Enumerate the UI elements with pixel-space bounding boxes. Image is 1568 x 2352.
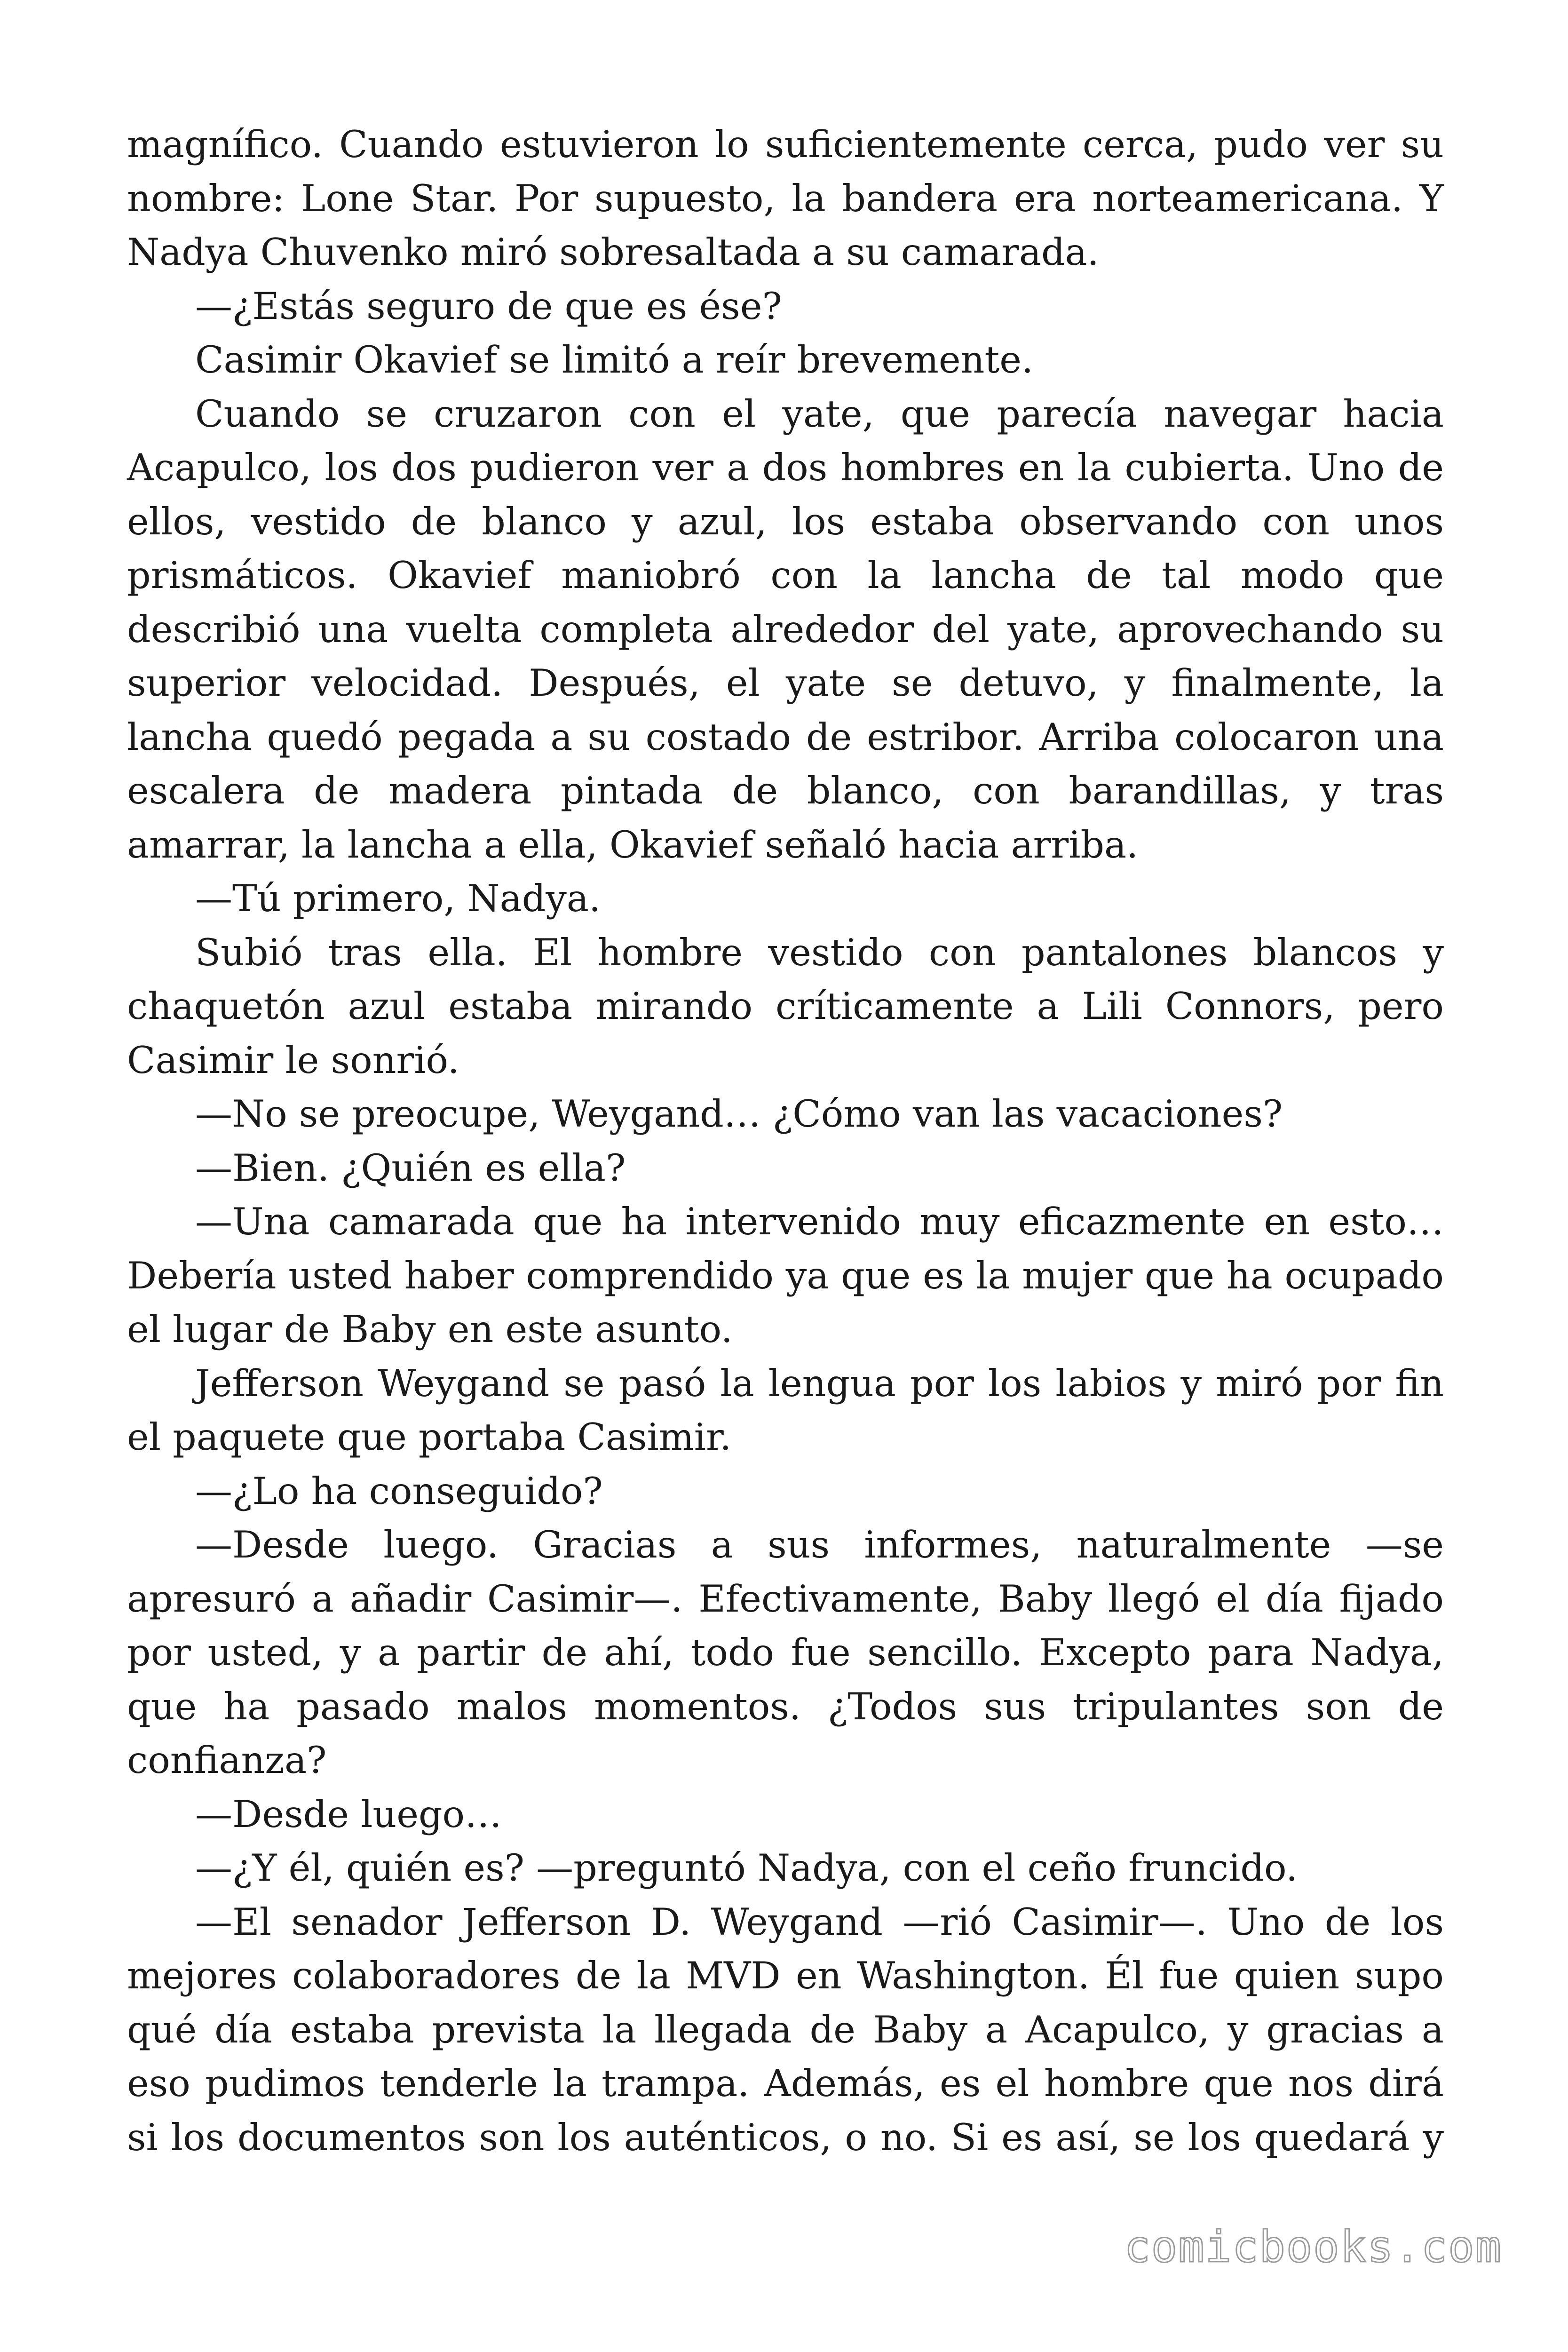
paragraph: —¿Estás seguro de que es ése? xyxy=(195,284,782,328)
paragraph: —El senador Jefferson D. Weygand —rió Casimir—. Uno de los mejores colaboradores de la MVD en Washington. Él fue quien supo qué día estaba prevista la llegada de Baby a Acapulco, y gracias a eso pudimos tenderle la trampa. Además, es el hombre que nos dirá si los documentos son los auténticos, o no. Si es así, se los quedará y xyxy=(127,1900,1444,2159)
paragraph: —Bien. ¿Quién es ella? xyxy=(195,1146,626,1190)
paragraph: Subió tras ella. El hombre vestido con pantalones blancos y chaquetón azul estaba mirando críticamente a Lili Connors, pero Casimir le sonrió. xyxy=(127,930,1444,1082)
paragraph: Jefferson Weygand se pasó la lengua por los labios y miró por fin el paquete que portaba Casimir. xyxy=(127,1361,1444,1459)
watermark: comicbooks.com xyxy=(1124,2222,1502,2272)
paragraph: —Desde luego… xyxy=(195,1792,502,1836)
page-text-body xyxy=(127,118,1444,2164)
paragraph: —Tú primero, Nadya. xyxy=(195,877,601,920)
paragraph: —¿Lo ha conseguido? xyxy=(195,1469,603,1513)
paragraph: —¿Y él, quién es? —preguntó Nadya, con el ceño fruncido. xyxy=(195,1846,1298,1890)
paragraph: —Una camarada que ha intervenido muy eficazmente en esto… Debería usted haber comprendido ya que es la mujer que ha ocupado el lugar de Baby en este asunto. xyxy=(127,1200,1444,1351)
paragraph: Casimir Okavief se limitó a reír brevemente. xyxy=(195,338,1034,381)
paragraph: Cuando se cruzaron con el yate, que parecía navegar hacia Acapulco, los dos pudieron ver a dos hombres en la cubierta. Uno de ellos, vestido de blanco y azul, los estaba observando con unos prismáticos. Okavief maniobró con la lancha de tal modo que describió una vuelta completa alrededor del yate, aprovechando su superior velocidad. Después, el yate se detuvo, y finalmente, la lancha quedó pegada a su costado de estribor. Arriba colocaron una escalera de madera pintada de blanco, con barandillas, y tras amarrar, la lancha a ella, Okavief señaló hacia arriba. xyxy=(127,392,1444,866)
paragraph: —Desde luego. Gracias a sus informes, naturalmente —se apresuró a añadir Casimir—. Efectivamente, Baby llegó el día fijado por usted, y a partir de ahí, todo fue sencillo. Excepto para Nadya, que ha pasado malos momentos. ¿Todos sus tripulantes son de confianza? xyxy=(127,1523,1444,1782)
paragraph: magnífico. Cuando estuvieron lo suficientemente cerca, pudo ver su nombre: Lone Star. Por supuesto, la bandera era norteamericana. Y Nadya Chuvenko miró sobresaltada a su camarada. xyxy=(127,123,1444,274)
paragraph: —No se preocupe, Weygand… ¿Cómo van las vacaciones? xyxy=(195,1092,1283,1136)
